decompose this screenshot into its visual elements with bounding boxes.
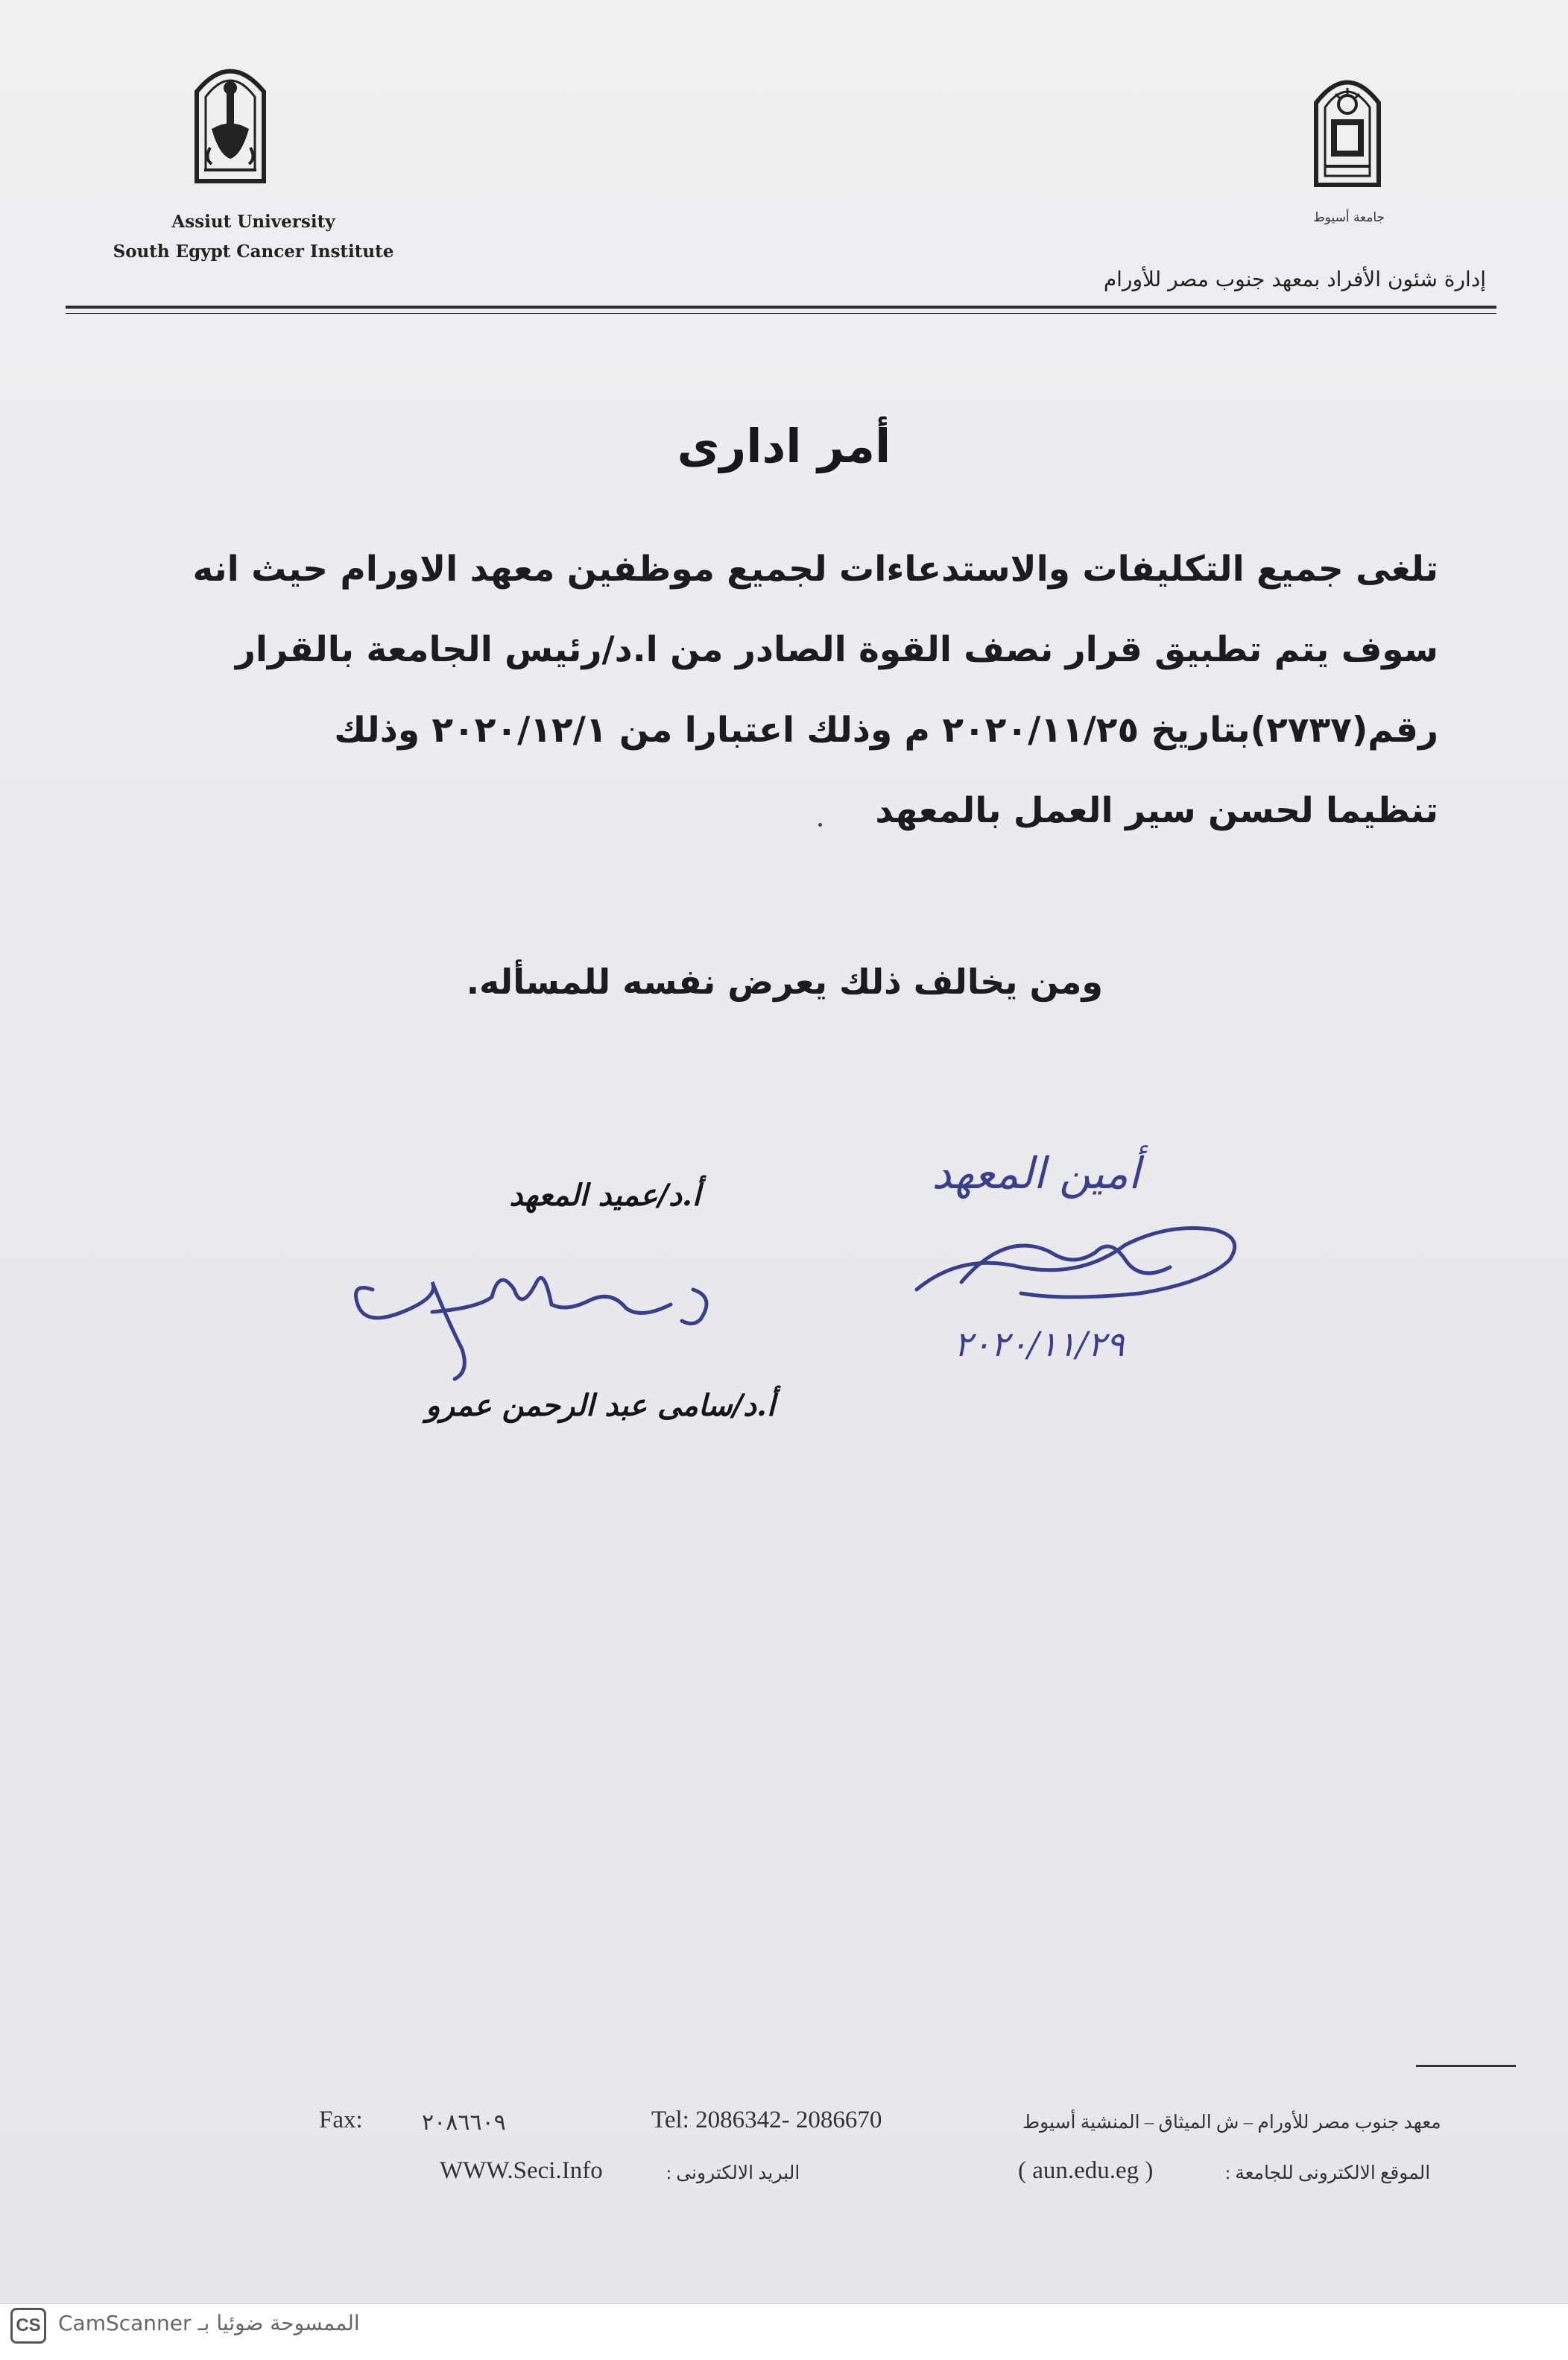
website-link[interactable]: WWW.Seci.Info — [440, 2157, 603, 2184]
institute-name-line: South Egypt Cancer Institute — [113, 242, 394, 262]
fax-number: ٢٠٨٦٦٠٩ — [422, 2110, 506, 2135]
telephone: Tel: 2086342- 2086670 — [651, 2107, 882, 2133]
camscanner-watermark: CamScanner الممسوحة ضوئيا بـ — [58, 2311, 360, 2335]
institute-emblem-icon — [189, 58, 271, 185]
document-body — [127, 529, 1438, 851]
stray-mark — [818, 823, 822, 827]
secretary-handwritten-title: أمين المعهد — [932, 1148, 1140, 1199]
camscanner-logo-icon: CS — [10, 2308, 46, 2344]
body-line-3: رقم(٢٧٣٧)بتاريخ ٢٠٢٠/١١/٢٥ م وذلك اعتبارا من ٢٠٢٠/١٢/١ وذلك — [334, 710, 1438, 751]
fax-label: Fax: — [319, 2107, 363, 2133]
footer-divider — [1416, 2065, 1516, 2067]
dean-name: أ.د/سامى عبد الرحمن عمرو — [426, 1388, 775, 1423]
header-divider — [66, 306, 1496, 314]
email-label: البريد الالكترونى : — [666, 2163, 800, 2183]
department-name: إدارة شئون الأفراد بمعهد جنوب مصر للأورام — [1103, 267, 1486, 291]
university-site-label: الموقع الالكترونى للجامعة : — [1225, 2163, 1431, 2183]
university-name-en — [89, 207, 417, 267]
body-line-1: تلغى جميع التكليفات والاستدعاءات لجميع موظفين معهد الاورام حيث انه — [192, 549, 1438, 590]
document-title: أمر ادارى — [677, 419, 891, 473]
university-name-line: Assiut University — [171, 212, 335, 232]
assiut-university-logo — [1310, 66, 1385, 192]
university-name-ar: جامعة أسيوط — [1312, 210, 1385, 225]
body-line-4: تنظيما لحسن سير العمل بالمعهد — [875, 790, 1438, 831]
dean-signature — [343, 1237, 730, 1386]
secretary-handwritten-date: ٢٠٢٠/١١/٢٩ — [954, 1324, 1125, 1364]
university-seal-icon — [1310, 66, 1385, 192]
body-line-2: سوف يتم تطبيق قرار نصف القوة الصادر من ا.د/رئيس الجامعة بالقرار — [235, 629, 1438, 670]
warning-line: ومن يخالف ذلك يعرض نفسه للمسأله. — [466, 962, 1103, 1002]
dean-title: أ.د/عميد المعهد — [509, 1178, 701, 1213]
university-site-link[interactable]: ( aun.edu.eg ) — [1018, 2157, 1154, 2184]
cancer-institute-logo — [189, 58, 271, 185]
institute-address: معهد جنوب مصر للأورام – ش الميثاق – المنشية أسيوط — [1022, 2113, 1441, 2133]
